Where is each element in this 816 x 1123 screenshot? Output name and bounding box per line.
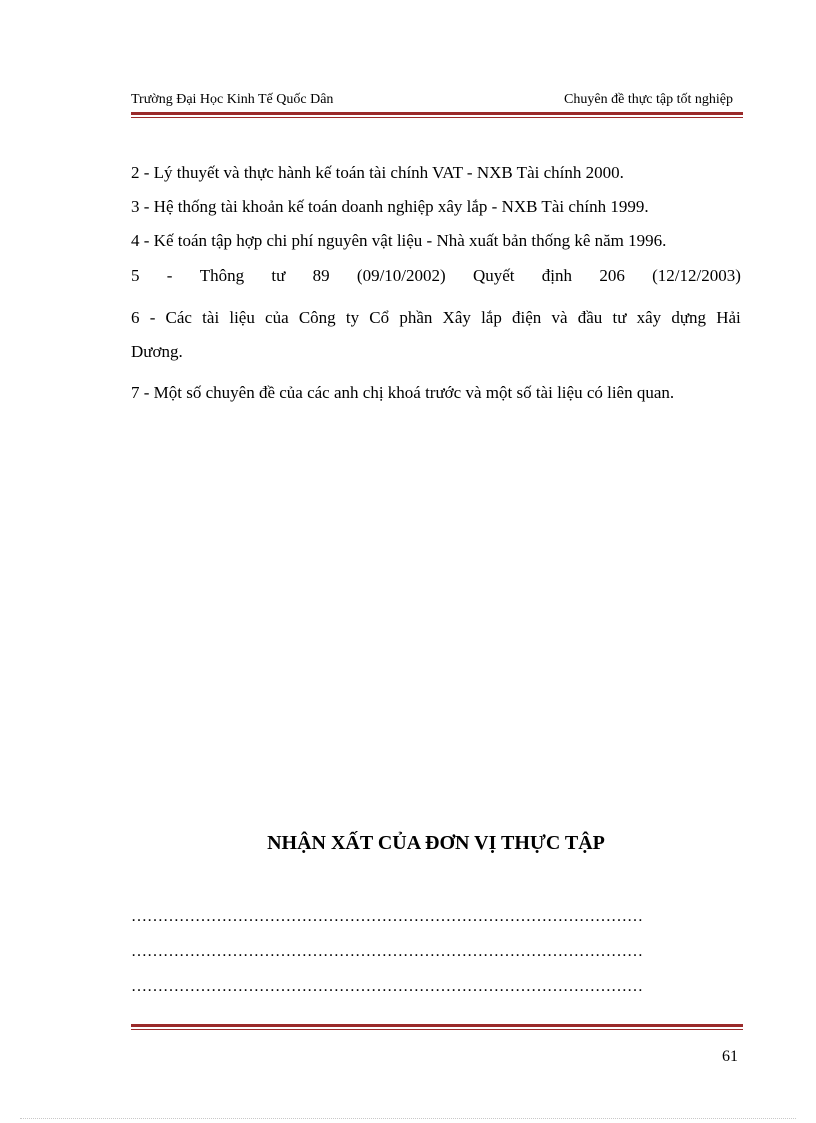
ref5-word: 89 [312,266,330,285]
ref6-word: xây [636,308,662,327]
ref6-word: dựng [671,308,707,327]
ref6-word: Xây [442,308,471,327]
footer-rule [131,1024,743,1030]
ref6-word: ty [345,308,360,327]
ref6-word: điện [512,308,542,327]
page-bottom-border [20,1118,796,1119]
ref6-word: Hải [716,308,741,327]
ref5-word: tư [271,266,286,285]
review-dotted-line-2: …………………………………………………………………………………… [131,943,643,960]
review-dotted-line-3: …………………………………………………………………………………… [131,978,643,995]
ref6-word: của [265,308,289,327]
reference-item-6-line-2: Dương. [131,342,183,361]
header-report-title: Chuyên đề thực tập tốt nghiệp [564,92,733,107]
ref6-word: Các [165,308,192,327]
ref6-word: - [149,308,156,327]
reference-item-3: 3 - Hệ thống tài khoản kế toán doanh nghiệp xây lắp - NXB Tài chính 1999. [131,197,649,216]
reference-item-6-line-1 [131,305,741,330]
page-number: 61 [722,1048,738,1065]
ref6-word: đầu [577,308,603,327]
header-rule [131,112,743,118]
ref5-word: - [166,266,173,285]
ref6-word: phần [399,308,433,327]
ref5-word: Thông [199,266,245,285]
reference-item-4: 4 - Kế toán tập hợp chi phí nguyên vật liệu - Nhà xuất bản thống kê năm 1996. [131,231,667,250]
reference-item-7: 7 - Một số chuyên đề của các anh chị khoá trước và một số tài liệu có liên quan. [131,383,675,402]
reference-item-5 [131,263,741,288]
header-school-name: Trường Đại Học Kinh Tế Quốc Dân [131,92,334,107]
ref5-word: (09/10/2002) [356,266,446,285]
ref6-word: tư [612,308,627,327]
ref6-word: 6 [131,308,140,327]
ref5-word: Quyết [472,266,515,285]
page-header [131,92,743,112]
ref5-word: định [541,266,573,285]
ref6-word: và [551,308,568,327]
ref6-word: lắp [481,308,502,327]
reference-item-2: 2 - Lý thuyết và thực hành kế toán tài chính VAT - NXB Tài chính 2000. [131,163,624,182]
review-dotted-line-1: …………………………………………………………………………………… [131,908,643,925]
ref5-word: 206 [599,266,625,285]
ref6-word: Cổ [369,308,390,327]
ref6-word: liệu [229,308,255,327]
review-section-title: NHẬN XẤT CỦA ĐƠN VỊ THỰC TẬP [267,832,605,854]
ref5-word: (12/12/2003) [652,266,741,285]
ref5-word: 5 [131,266,140,285]
ref6-word: Công [298,308,336,327]
ref6-word: tài [202,308,220,327]
